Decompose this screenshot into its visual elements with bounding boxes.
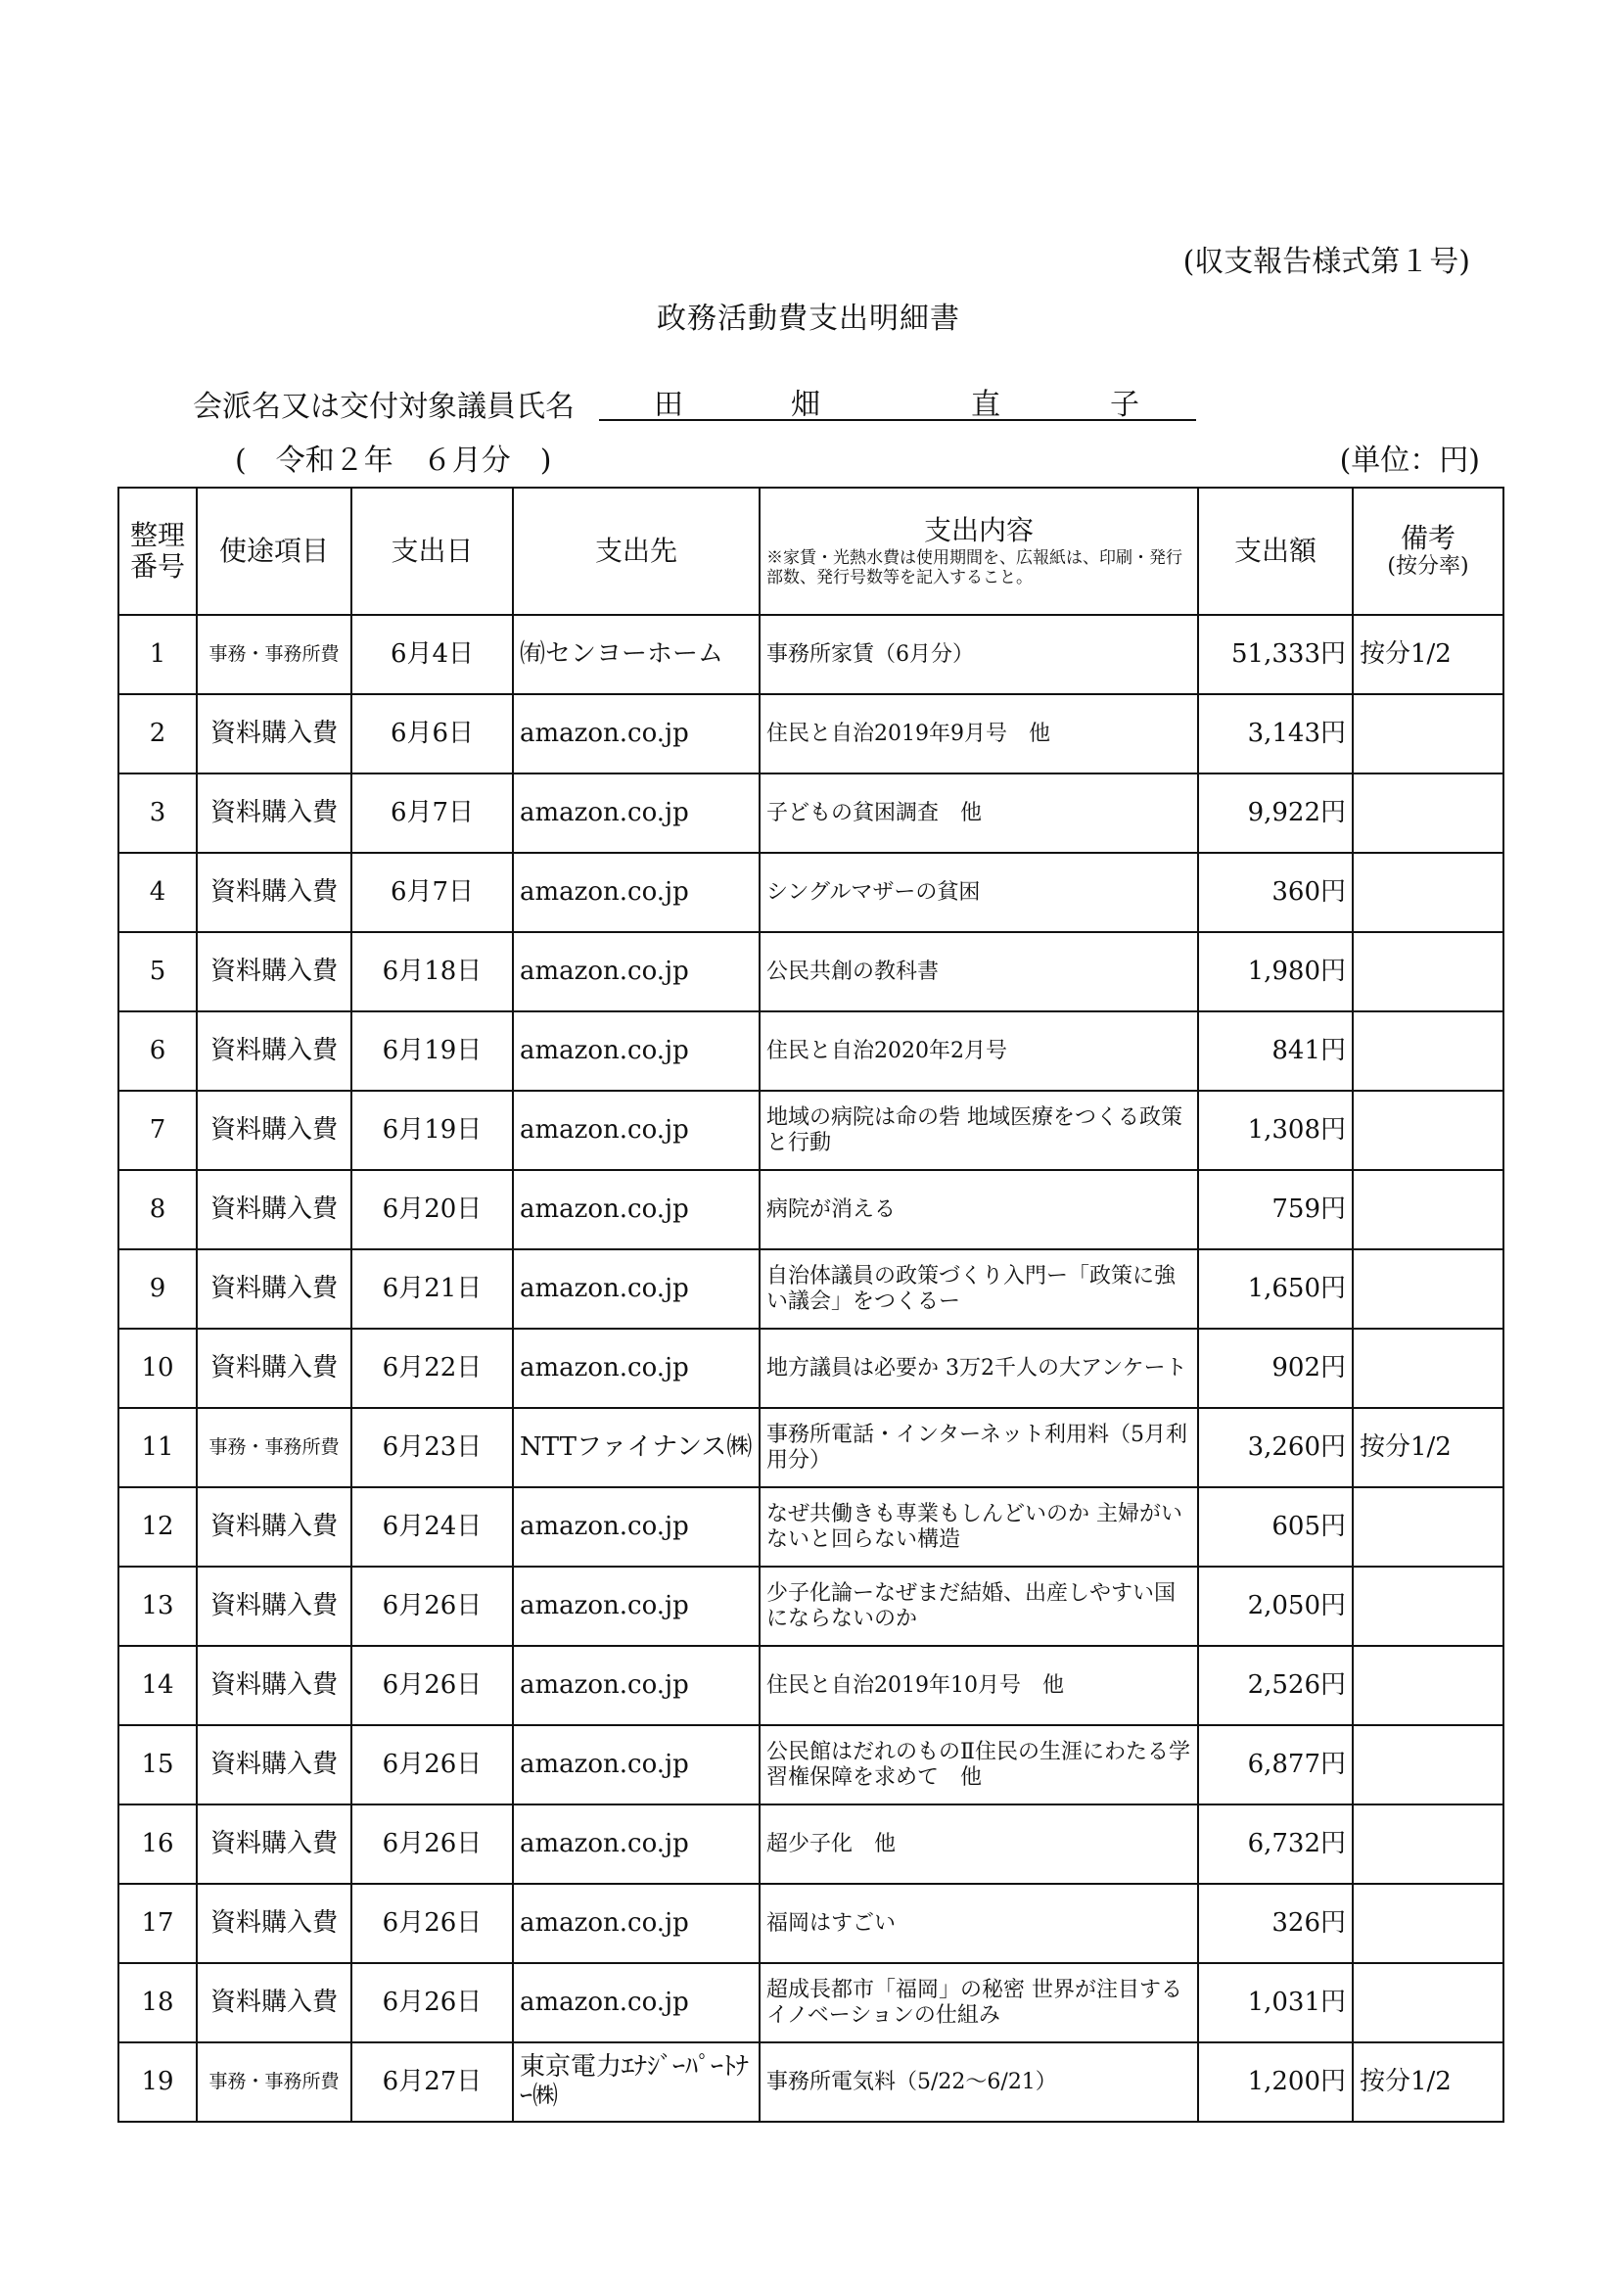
table-row: [118, 615, 1503, 694]
row-content: 住民と自治2020年2月号: [760, 1011, 1198, 1091]
row-category: 資料購入費: [197, 1170, 351, 1249]
row-amount: 9,922円: [1198, 773, 1353, 853]
row-number: 11: [118, 1408, 197, 1487]
header-note: [1353, 488, 1503, 615]
row-number: 5: [118, 932, 197, 1011]
row-amount: 605円: [1198, 1487, 1353, 1567]
row-date: 6月26日: [351, 1725, 513, 1804]
row-content: シングルマザーの貧困: [760, 853, 1198, 932]
member-name-label: 会派名又は交付対象議員氏名: [193, 390, 575, 424]
member-name-char: 田: [654, 388, 683, 422]
unit-label: (単位：円): [1339, 444, 1480, 478]
row-date: 6月24日: [351, 1487, 513, 1567]
row-category: 資料購入費: [197, 1725, 351, 1804]
row-date: 6月7日: [351, 853, 513, 932]
row-payee: amazon.co.jp: [513, 1487, 760, 1567]
table-row: [118, 2042, 1503, 2122]
row-category: 事務・事務所費: [197, 615, 351, 694]
header-category: 使途項目: [197, 488, 351, 615]
row-content: 子どもの貧困調査 他: [760, 773, 1198, 853]
table-row: [118, 1804, 1503, 1884]
row-number: 12: [118, 1487, 197, 1567]
row-category: 事務・事務所費: [197, 2042, 351, 2122]
row-number: 1: [118, 615, 197, 694]
row-amount: 3,260円: [1198, 1408, 1353, 1487]
header-amount: 支出額: [1198, 488, 1353, 615]
row-payee: amazon.co.jp: [513, 1804, 760, 1884]
row-note: [1353, 773, 1503, 853]
row-note: [1353, 1567, 1503, 1646]
row-date: 6月26日: [351, 1804, 513, 1884]
row-number: 7: [118, 1091, 197, 1170]
member-name: [599, 380, 1196, 421]
table-row: [118, 1170, 1503, 1249]
row-payee: amazon.co.jp: [513, 1567, 760, 1646]
header-note-sub: (按分率): [1387, 554, 1469, 580]
table-row: [118, 1963, 1503, 2042]
row-category: 事務・事務所費: [197, 1408, 351, 1487]
row-content: 超成長都市「福岡」の秘密 世界が注目するイノベーションの仕組み: [760, 1963, 1198, 2042]
row-date: 6月19日: [351, 1011, 513, 1091]
expense-table: [117, 487, 1504, 2123]
table-row: [118, 1487, 1503, 1567]
row-date: 6月26日: [351, 1646, 513, 1725]
header-date: 支出日: [351, 488, 513, 615]
row-content: 住民と自治2019年10月号 他: [760, 1646, 1198, 1725]
row-category: 資料購入費: [197, 1329, 351, 1408]
row-note: [1353, 1249, 1503, 1329]
row-content: 超少子化 他: [760, 1804, 1198, 1884]
row-amount: 759円: [1198, 1170, 1353, 1249]
row-payee: amazon.co.jp: [513, 932, 760, 1011]
row-content: 少子化論ーなぜまだ結婚、出産しやすい国にならないのか: [760, 1567, 1198, 1646]
row-amount: 6,732円: [1198, 1804, 1353, 1884]
period-label: ( 令和２年 ６月分 ): [235, 444, 552, 478]
row-payee: 東京電力ｴﾅｼﾞｰﾊﾟｰﾄﾅｰ㈱: [513, 2042, 760, 2122]
row-note: [1353, 853, 1503, 932]
header-note-title: 備考: [1400, 522, 1455, 555]
row-number: 9: [118, 1249, 197, 1329]
row-amount: 2,526円: [1198, 1646, 1353, 1725]
row-note: 按分1/2: [1353, 615, 1503, 694]
row-content: 事務所家賃（6月分）: [760, 615, 1198, 694]
row-note: [1353, 694, 1503, 773]
row-note: [1353, 1170, 1503, 1249]
row-note: [1353, 1329, 1503, 1408]
row-number: 6: [118, 1011, 197, 1091]
row-category: 資料購入費: [197, 1646, 351, 1725]
row-payee: amazon.co.jp: [513, 1249, 760, 1329]
row-date: 6月7日: [351, 773, 513, 853]
document-title: 政務活動費支出明細書: [657, 302, 960, 336]
row-payee: amazon.co.jp: [513, 1329, 760, 1408]
row-category: 資料購入費: [197, 853, 351, 932]
row-amount: 1,650円: [1198, 1249, 1353, 1329]
table-header-row: [118, 488, 1503, 615]
table-row: [118, 1329, 1503, 1408]
table-row: [118, 1646, 1503, 1725]
row-content: 自治体議員の政策づくり入門ー「政策に強い議会」をつくるー: [760, 1249, 1198, 1329]
table-row: [118, 1011, 1503, 1091]
row-content: 公民共創の教科書: [760, 932, 1198, 1011]
row-note: [1353, 1804, 1503, 1884]
row-payee: amazon.co.jp: [513, 773, 760, 853]
row-date: 6月20日: [351, 1170, 513, 1249]
row-date: 6月23日: [351, 1408, 513, 1487]
form-number: (収支報告様式第１号): [1182, 245, 1470, 279]
row-amount: 6,877円: [1198, 1725, 1353, 1804]
row-note: [1353, 1725, 1503, 1804]
row-payee: amazon.co.jp: [513, 1091, 760, 1170]
row-number: 13: [118, 1567, 197, 1646]
row-content: 住民と自治2019年9月号 他: [760, 694, 1198, 773]
row-amount: 1,031円: [1198, 1963, 1353, 2042]
row-category: 資料購入費: [197, 1567, 351, 1646]
row-payee: amazon.co.jp: [513, 1646, 760, 1725]
row-payee: amazon.co.jp: [513, 1170, 760, 1249]
row-payee: amazon.co.jp: [513, 1011, 760, 1091]
header-payee: 支出先: [513, 488, 760, 615]
table-row: [118, 694, 1503, 773]
row-category: 資料購入費: [197, 1963, 351, 2042]
header-no: 整理番号: [118, 488, 197, 615]
row-content: 地方議員は必要か 3万2千人の大アンケート: [760, 1329, 1198, 1408]
row-category: 資料購入費: [197, 1091, 351, 1170]
row-note: 按分1/2: [1353, 2042, 1503, 2122]
row-content: 地域の病院は命の砦 地域医療をつくる政策と行動: [760, 1091, 1198, 1170]
row-note: [1353, 1884, 1503, 1963]
table-row: [118, 1725, 1503, 1804]
row-category: 資料購入費: [197, 694, 351, 773]
row-date: 6月19日: [351, 1091, 513, 1170]
row-content: 公民館はだれのものⅡ住民の生涯にわたる学習権保障を求めて 他: [760, 1725, 1198, 1804]
row-amount: 2,050円: [1198, 1567, 1353, 1646]
row-date: 6月26日: [351, 1884, 513, 1963]
row-category: 資料購入費: [197, 1884, 351, 1963]
row-category: 資料購入費: [197, 1804, 351, 1884]
row-content: 病院が消える: [760, 1170, 1198, 1249]
row-note: [1353, 1487, 1503, 1567]
row-amount: 326円: [1198, 1884, 1353, 1963]
member-name-char: 子: [1110, 388, 1139, 422]
row-amount: 3,143円: [1198, 694, 1353, 773]
row-amount: 902円: [1198, 1329, 1353, 1408]
row-number: 4: [118, 853, 197, 932]
row-number: 14: [118, 1646, 197, 1725]
member-name-char: 直: [971, 388, 1000, 422]
row-date: 6月6日: [351, 694, 513, 773]
row-note: [1353, 932, 1503, 1011]
row-number: 18: [118, 1963, 197, 2042]
table-row: [118, 1884, 1503, 1963]
row-number: 16: [118, 1804, 197, 1884]
row-payee: amazon.co.jp: [513, 1963, 760, 2042]
table-row: [118, 773, 1503, 853]
row-number: 15: [118, 1725, 197, 1804]
row-amount: 1,308円: [1198, 1091, 1353, 1170]
row-number: 3: [118, 773, 197, 853]
row-content: 福岡はすごい: [760, 1884, 1198, 1963]
row-category: 資料購入費: [197, 1011, 351, 1091]
row-number: 10: [118, 1329, 197, 1408]
row-date: 6月22日: [351, 1329, 513, 1408]
row-content: 事務所電気料（5/22〜6/21）: [760, 2042, 1198, 2122]
row-content: なぜ共働きも専業もしんどいのか 主婦がいないと回らない構造: [760, 1487, 1198, 1567]
row-payee: amazon.co.jp: [513, 694, 760, 773]
row-payee: ㈲センヨーホーム: [513, 615, 760, 694]
row-date: 6月27日: [351, 2042, 513, 2122]
row-category: 資料購入費: [197, 1249, 351, 1329]
row-date: 6月26日: [351, 1567, 513, 1646]
row-content: 事務所電話・インターネット利用料（5月利用分）: [760, 1408, 1198, 1487]
table-row: [118, 1091, 1503, 1170]
row-date: 6月21日: [351, 1249, 513, 1329]
row-category: 資料購入費: [197, 773, 351, 853]
row-amount: 1,980円: [1198, 932, 1353, 1011]
row-amount: 51,333円: [1198, 615, 1353, 694]
table-row: [118, 932, 1503, 1011]
row-amount: 360円: [1198, 853, 1353, 932]
row-note: [1353, 1963, 1503, 2042]
table-row: [118, 1567, 1503, 1646]
row-note: 按分1/2: [1353, 1408, 1503, 1487]
table-row: [118, 1408, 1503, 1487]
row-number: 19: [118, 2042, 197, 2122]
row-number: 8: [118, 1170, 197, 1249]
row-number: 17: [118, 1884, 197, 1963]
row-date: 6月18日: [351, 932, 513, 1011]
row-category: 資料購入費: [197, 932, 351, 1011]
member-name-char: 畑: [791, 388, 820, 422]
row-payee: amazon.co.jp: [513, 1725, 760, 1804]
row-note: [1353, 1011, 1503, 1091]
header-content: [760, 488, 1198, 615]
row-date: 6月4日: [351, 615, 513, 694]
table-row: [118, 1249, 1503, 1329]
row-payee: amazon.co.jp: [513, 853, 760, 932]
row-payee: NTTファイナンス㈱: [513, 1408, 760, 1487]
row-amount: 841円: [1198, 1011, 1353, 1091]
row-number: 2: [118, 694, 197, 773]
row-date: 6月26日: [351, 1963, 513, 2042]
row-note: [1353, 1091, 1503, 1170]
row-payee: amazon.co.jp: [513, 1884, 760, 1963]
row-amount: 1,200円: [1198, 2042, 1353, 2122]
header-content-title: 支出内容: [923, 513, 1034, 546]
table-row: [118, 853, 1503, 932]
row-category: 資料購入費: [197, 1487, 351, 1567]
header-content-note: ※家賃・光熱水費は使用期間を、広報紙は、印刷・発行部数、発行号数等を記入すること。: [766, 547, 1182, 588]
row-note: [1353, 1646, 1503, 1725]
